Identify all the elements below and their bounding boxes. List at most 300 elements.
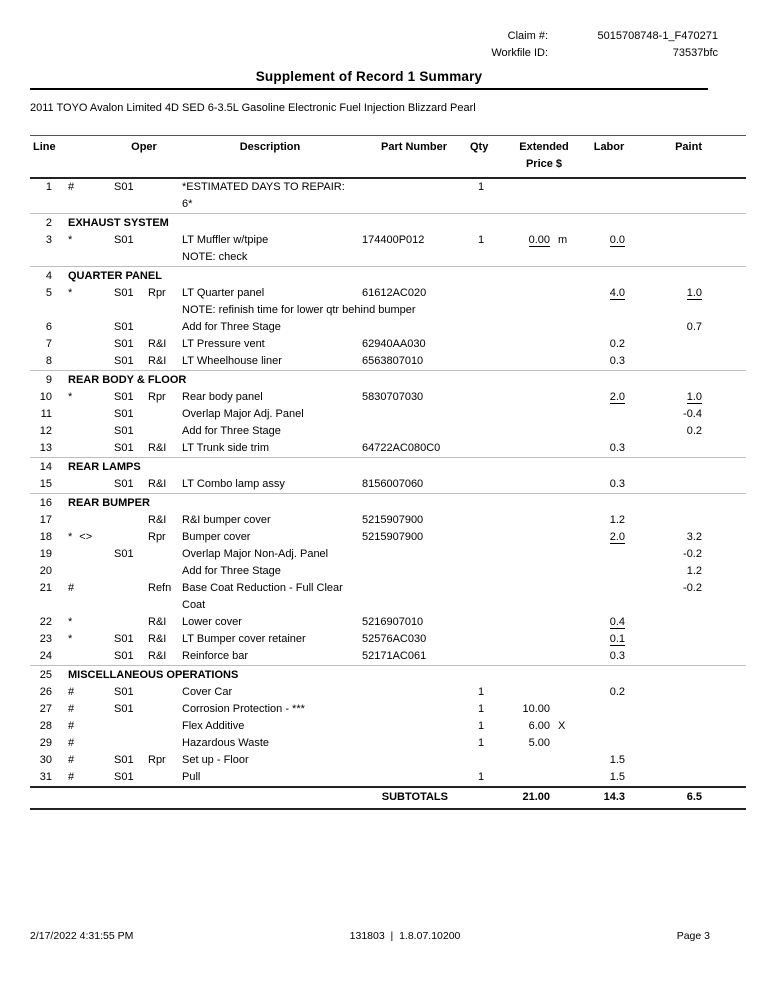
- cell-description: LT Muffler w/tpipe: [182, 234, 269, 246]
- cell-labor: [578, 701, 640, 718]
- note-row: [30, 249, 746, 266]
- page-title: Supplement of Record 1 Summary: [255, 69, 483, 84]
- cell-extended-price: [510, 440, 556, 457]
- column-header-part-number: Part Number: [380, 141, 448, 153]
- cell-qty: [470, 648, 510, 665]
- cell-description: Overlap Major Adj. Panel: [182, 408, 304, 420]
- cell-part-number: [358, 701, 470, 718]
- cell-qty: 1: [478, 720, 485, 732]
- cell-extended-price: [510, 512, 556, 529]
- cell-extended-price: 6.00: [528, 720, 550, 732]
- estimate-table: [30, 135, 746, 810]
- cell-qty: [470, 319, 510, 336]
- cell-oper: S01: [114, 234, 134, 246]
- cell-flag: *: [68, 234, 73, 246]
- cell-extended-price: 10.00: [522, 703, 550, 715]
- cell-labor: [578, 546, 640, 563]
- cell-labor: 0.4: [609, 616, 625, 628]
- column-header-description: Description: [239, 141, 301, 153]
- cell-line-number: 16: [39, 497, 52, 509]
- cell-line-number: 13: [39, 442, 52, 454]
- cell-part-number: 52171AC061: [362, 650, 427, 662]
- cell-description: Reinforce bar: [182, 650, 249, 662]
- cell-description: LT Combo lamp assy: [182, 478, 285, 490]
- cell-action: Rpr: [148, 391, 166, 403]
- cell-line-number: 10: [39, 391, 52, 403]
- cell-part-number: [358, 423, 470, 440]
- cell-extended-price: [510, 648, 556, 665]
- cell-extended-price: [510, 336, 556, 353]
- column-header-paint: Paint: [675, 141, 702, 153]
- cell-extended-price: [510, 563, 556, 580]
- cell-paint: 0.2: [686, 425, 702, 437]
- table-row: [30, 179, 746, 213]
- cell-action: Rpr: [148, 754, 166, 766]
- cell-oper: S01: [114, 391, 134, 403]
- cell-price-suffix: [556, 285, 578, 302]
- cell-part-number: 5215907900: [362, 531, 424, 543]
- cell-qty: [470, 336, 510, 353]
- cell-part-number: [358, 684, 470, 701]
- table-row: [30, 631, 746, 648]
- cell-labor: [578, 406, 640, 423]
- section-title: REAR BODY & FLOOR: [68, 374, 187, 386]
- cell-labor: 1.5: [609, 754, 625, 766]
- table-row: [30, 232, 746, 249]
- cell-flag-secondary: <>: [79, 531, 93, 543]
- claim-number-label: Claim #:: [507, 30, 548, 42]
- cell-price-suffix: [556, 701, 578, 718]
- cell-action: R&I: [148, 514, 167, 526]
- cell-labor: [578, 423, 640, 440]
- cell-flag: #: [68, 754, 75, 766]
- cell-extended-price: [510, 353, 556, 370]
- cell-extended-price: 5.00: [528, 737, 550, 749]
- cell-price-suffix: m: [558, 234, 568, 246]
- cell-extended-price: [510, 684, 556, 701]
- cell-extended-price: 0.00: [528, 234, 550, 246]
- cell-labor: 0.3: [609, 355, 625, 367]
- cell-action: R&I: [148, 650, 167, 662]
- cell-description: LT Trunk side trim: [182, 442, 270, 454]
- cell-action: Refn: [148, 582, 172, 594]
- cell-oper: [106, 718, 146, 735]
- column-header-qty: Qty: [470, 141, 489, 153]
- cell-line-number: 25: [39, 669, 52, 681]
- cell-line-number: 9: [45, 374, 52, 386]
- cell-oper: S01: [114, 321, 134, 333]
- cell-price-suffix: [556, 684, 578, 701]
- footer-version: 131803 | 1.8.07.10200: [349, 930, 461, 942]
- cell-paint: 1.0: [686, 391, 702, 403]
- cell-labor: [578, 718, 640, 735]
- cell-paint: [640, 769, 746, 786]
- subtotals-labor: 14.3: [603, 791, 625, 803]
- table-row: [30, 285, 746, 302]
- subtotals-paint: 6.5: [686, 791, 702, 803]
- cell-labor: 1.5: [609, 771, 625, 783]
- cell-description: LT Quarter panel: [182, 287, 265, 299]
- cell-oper: [106, 512, 146, 529]
- column-header-extended-line1: Extended: [519, 141, 569, 153]
- cell-oper: S01: [114, 686, 134, 698]
- workfile-id-label: Workfile ID:: [491, 47, 548, 59]
- table-row: [30, 529, 746, 546]
- cell-action: [146, 701, 182, 718]
- cell-part-number: [358, 319, 470, 336]
- cell-paint: [640, 512, 746, 529]
- table-row: [30, 718, 746, 735]
- cell-qty: [470, 512, 510, 529]
- section-title: REAR LAMPS: [68, 461, 141, 473]
- cell-flag: [66, 440, 106, 457]
- cell-oper: [106, 529, 146, 546]
- table-row: [30, 614, 746, 631]
- cell-labor: 0.3: [609, 442, 625, 454]
- cell-oper: S01: [114, 425, 134, 437]
- cell-flag: [66, 512, 106, 529]
- workfile-id-row: [30, 45, 718, 62]
- cell-part-number: 5215907900: [362, 514, 424, 526]
- cell-paint: 1.0: [686, 287, 702, 299]
- cell-description: Add for Three Stage: [182, 565, 281, 577]
- cell-description: Add for Three Stage: [182, 425, 281, 437]
- cell-flag: *: [68, 287, 73, 299]
- cell-part-number: [358, 563, 470, 580]
- cell-labor: [578, 563, 640, 580]
- cell-flag: [66, 423, 106, 440]
- cell-line-number: 11: [40, 408, 52, 420]
- cell-part-number: [358, 718, 470, 735]
- cell-oper: [106, 563, 146, 580]
- cell-paint: -0.2: [683, 582, 702, 594]
- cell-qty: [470, 752, 510, 769]
- cell-price-suffix: [556, 563, 578, 580]
- cell-line-number: 19: [39, 548, 52, 560]
- cell-oper: S01: [114, 548, 134, 560]
- cell-qty: [470, 406, 510, 423]
- cell-qty: 1: [478, 686, 485, 698]
- cell-action: [146, 179, 182, 213]
- cell-qty: 1: [478, 181, 485, 193]
- cell-extended-price: [510, 529, 556, 546]
- section-title: REAR BUMPER: [68, 497, 150, 509]
- cell-line-number: 1: [45, 181, 52, 193]
- cell-paint: [640, 752, 746, 769]
- cell-price-suffix: [556, 406, 578, 423]
- cell-extended-price: [510, 614, 556, 631]
- cell-action: Rpr: [148, 531, 166, 543]
- cell-part-number: 62940AA030: [362, 338, 426, 350]
- cell-description: Add for Three Stage: [182, 321, 281, 333]
- cell-action: R&I: [148, 338, 167, 350]
- subtotals-extended-price: 21.00: [522, 791, 550, 803]
- cell-labor: 0.2: [609, 686, 625, 698]
- subtotals-row: [30, 786, 746, 810]
- cell-part-number: [358, 406, 470, 423]
- cell-part-number: 61612AC020: [362, 287, 427, 299]
- column-header-oper: Oper: [131, 141, 157, 153]
- cell-flag: [66, 563, 106, 580]
- cell-line-number: 15: [39, 478, 52, 490]
- cell-price-suffix: [556, 735, 578, 752]
- cell-labor: [578, 179, 640, 213]
- table-row: [30, 580, 746, 614]
- cell-action: [146, 735, 182, 752]
- section-row: [30, 266, 746, 285]
- cell-oper: S01: [114, 442, 134, 454]
- cell-flag: #: [68, 720, 75, 732]
- cell-part-number: 5830707030: [362, 391, 424, 403]
- cell-description: Overlap Major Non-Adj. Panel: [182, 548, 329, 560]
- cell-labor: 4.0: [609, 287, 625, 299]
- cell-flag: * <>: [68, 531, 93, 543]
- table-row: [30, 319, 746, 336]
- table-header-row: [30, 135, 746, 179]
- footer-page-number: Page 3: [676, 930, 710, 942]
- cell-paint: [640, 701, 746, 718]
- table-row: [30, 389, 746, 406]
- cell-line-number: 27: [39, 703, 52, 715]
- cell-paint: 3.2: [686, 531, 702, 543]
- column-header-extended-line2: Price $: [525, 158, 563, 170]
- cell-action: [146, 406, 182, 423]
- table-row: [30, 701, 746, 718]
- cell-description: LT Pressure vent: [182, 338, 265, 350]
- cell-line-number: 21: [39, 582, 52, 594]
- cell-description: Hazardous Waste: [182, 737, 270, 749]
- cell-action: R&I: [148, 355, 167, 367]
- cell-qty: [470, 563, 510, 580]
- cell-oper: [106, 735, 146, 752]
- cell-paint: [640, 684, 746, 701]
- cell-price-suffix: [556, 476, 578, 493]
- cell-action: R&I: [148, 442, 167, 454]
- cell-action: [146, 423, 182, 440]
- cell-extended-price: [510, 631, 556, 648]
- cell-flag: [66, 476, 106, 493]
- cell-price-suffix: [556, 614, 578, 631]
- cell-part-number: [358, 769, 470, 786]
- cell-description: Corrosion Protection - ***: [182, 703, 305, 715]
- cell-qty: [470, 423, 510, 440]
- cell-part-number: [358, 735, 470, 752]
- cell-description: Pull: [182, 771, 201, 783]
- cell-extended-price: [510, 423, 556, 440]
- cell-qty: 1: [478, 234, 485, 246]
- cell-oper: S01: [114, 287, 134, 299]
- cell-extended-price: [510, 752, 556, 769]
- cell-labor: 1.2: [609, 514, 625, 526]
- note-text: NOTE: check: [182, 251, 248, 263]
- cell-qty: [470, 285, 510, 302]
- cell-oper: S01: [114, 703, 134, 715]
- cell-labor: 2.0: [609, 391, 625, 403]
- section-row: [30, 370, 746, 389]
- cell-price-suffix: [556, 336, 578, 353]
- table-row: [30, 684, 746, 701]
- claim-number-row: [30, 28, 718, 45]
- cell-description: Flex Additive: [182, 720, 245, 732]
- table-row: [30, 476, 746, 493]
- claim-number-value: 5015708748-1_F470271: [597, 30, 718, 42]
- cell-description: LT Wheelhouse liner: [182, 355, 282, 367]
- cell-line-number: 23: [39, 633, 52, 645]
- cell-oper: S01: [114, 771, 134, 783]
- table-row: [30, 563, 746, 580]
- cell-action: [146, 563, 182, 580]
- cell-flag: #: [68, 771, 75, 783]
- cell-line-number: 22: [39, 616, 52, 628]
- cell-labor: 0.1: [609, 633, 625, 645]
- cell-labor: 2.0: [609, 531, 625, 543]
- cell-price-suffix: [556, 440, 578, 457]
- vehicle-description: 2011 TOYO Avalon Limited 4D SED 6-3.5L Gasoline Electronic Fuel Injection Blizzard Pearl: [30, 102, 476, 114]
- cell-price-suffix: [556, 769, 578, 786]
- cell-part-number: 52576AC030: [362, 633, 427, 645]
- cell-oper: S01: [114, 754, 134, 766]
- cell-action: [146, 684, 182, 701]
- cell-qty: 1: [478, 771, 485, 783]
- cell-part-number: 5216907010: [362, 616, 424, 628]
- cell-paint: [640, 336, 746, 353]
- note-row: [30, 302, 746, 319]
- cell-paint: [640, 648, 746, 665]
- claim-info-block: [30, 0, 746, 62]
- cell-qty: [470, 614, 510, 631]
- cell-price-suffix: [556, 389, 578, 406]
- cell-description: Cover Car: [182, 686, 233, 698]
- table-row: [30, 353, 746, 370]
- cell-oper: [106, 580, 146, 614]
- cell-paint: -0.2: [683, 548, 702, 560]
- cell-line-number: 28: [39, 720, 52, 732]
- cell-labor: 0.3: [609, 650, 625, 662]
- cell-description: Set up - Floor: [182, 754, 249, 766]
- cell-action: [146, 769, 182, 786]
- cell-description-line2: Coat: [182, 599, 206, 611]
- cell-price-suffix: [556, 546, 578, 563]
- cell-paint: [640, 232, 746, 249]
- table-row: [30, 406, 746, 423]
- column-header-extended-price: [510, 139, 578, 173]
- cell-flag: #: [68, 181, 75, 193]
- cell-action: Rpr: [148, 287, 166, 299]
- cell-flag: [66, 319, 106, 336]
- cell-paint: 0.7: [686, 321, 702, 333]
- cell-qty: [470, 440, 510, 457]
- cell-action: [146, 232, 182, 249]
- cell-line-number: 3: [45, 234, 52, 246]
- section-title: EXHAUST SYSTEM: [68, 217, 169, 229]
- cell-description: R&I bumper cover: [182, 514, 271, 526]
- cell-qty: [470, 631, 510, 648]
- cell-qty: [470, 353, 510, 370]
- column-header-labor: Labor: [593, 141, 625, 153]
- cell-labor: [578, 319, 640, 336]
- cell-oper: S01: [114, 650, 134, 662]
- cell-labor: [578, 580, 640, 614]
- cell-flag: [66, 648, 106, 665]
- cell-paint: -0.4: [683, 408, 702, 420]
- cell-paint: [640, 179, 746, 213]
- page-footer: [30, 929, 746, 943]
- cell-description-line2: 6*: [182, 198, 193, 210]
- cell-line-number: 12: [39, 425, 52, 437]
- cell-line-number: 5: [45, 287, 52, 299]
- cell-price-suffix: [556, 580, 578, 614]
- cell-line-number: 18: [39, 531, 52, 543]
- cell-line-number: 2: [45, 217, 52, 229]
- cell-flag: [66, 546, 106, 563]
- section-row: [30, 493, 746, 512]
- cell-description: *ESTIMATED DAYS TO REPAIR: 6*: [182, 179, 358, 213]
- cell-part-number: [358, 580, 470, 614]
- cell-flag: #: [68, 703, 75, 715]
- table-row: [30, 752, 746, 769]
- cell-price-suffix: [556, 512, 578, 529]
- cell-flag: #: [68, 737, 75, 749]
- cell-extended-price: [510, 319, 556, 336]
- section-row: [30, 665, 746, 684]
- section-title: MISCELLANEOUS OPERATIONS: [68, 669, 239, 681]
- cell-price-suffix: [556, 529, 578, 546]
- cell-flag: [66, 353, 106, 370]
- cell-oper: S01: [114, 633, 134, 645]
- title-rule: [30, 88, 708, 90]
- cell-part-number: [358, 546, 470, 563]
- cell-line-number: 17: [39, 514, 52, 526]
- cell-extended-price: [510, 285, 556, 302]
- column-header-line: Line: [33, 141, 56, 153]
- cell-paint: [640, 440, 746, 457]
- cell-extended-price: [510, 546, 556, 563]
- cell-extended-price: [510, 389, 556, 406]
- cell-part-number: 174400P012: [362, 234, 425, 246]
- cell-line-number: 6: [45, 321, 52, 333]
- cell-qty: [470, 389, 510, 406]
- cell-part-number: [358, 179, 470, 213]
- workfile-id-value: 73537bfc: [672, 47, 718, 59]
- cell-extended-price: [510, 580, 556, 614]
- cell-part-number: 8156007060: [362, 478, 424, 490]
- section-row: [30, 213, 746, 232]
- table-body: [30, 179, 746, 786]
- cell-oper: S01: [114, 338, 134, 350]
- cell-flag: *: [68, 616, 73, 628]
- cell-flag: [66, 336, 106, 353]
- cell-price-suffix: [556, 423, 578, 440]
- cell-line-number: 20: [39, 565, 52, 577]
- cell-flag: [66, 406, 106, 423]
- cell-paint: [640, 718, 746, 735]
- cell-line-number: 8: [45, 355, 52, 367]
- cell-action: [146, 546, 182, 563]
- cell-paint: [640, 353, 746, 370]
- cell-labor: 0.3: [609, 478, 625, 490]
- cell-flag: #: [68, 582, 75, 594]
- cell-qty: 1: [478, 737, 485, 749]
- cell-extended-price: [510, 179, 556, 213]
- cell-qty: [470, 546, 510, 563]
- cell-extended-price: [510, 769, 556, 786]
- cell-action: R&I: [148, 478, 167, 490]
- cell-qty: [470, 529, 510, 546]
- cell-line-number: 30: [39, 754, 52, 766]
- cell-oper: S01: [114, 355, 134, 367]
- cell-line-number: 7: [45, 338, 52, 350]
- cell-labor: 0.2: [609, 338, 625, 350]
